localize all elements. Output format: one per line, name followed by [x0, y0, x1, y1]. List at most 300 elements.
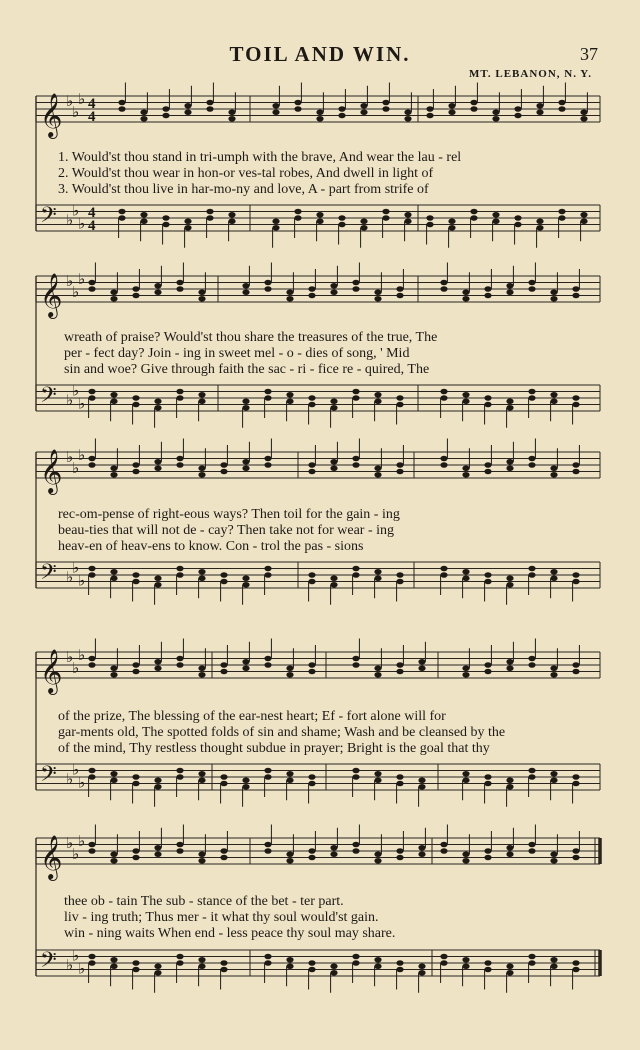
hymn-title: TOIL AND WIN.: [229, 42, 411, 66]
note-head: [88, 662, 95, 668]
note-head: [374, 858, 381, 864]
note-head: [484, 402, 491, 408]
note-head: [462, 398, 469, 404]
note-head: [330, 283, 337, 289]
note-head: [220, 960, 227, 966]
note-head: [506, 777, 513, 783]
note-head: [220, 848, 227, 854]
note-head: [374, 289, 381, 295]
note-head: [396, 579, 403, 585]
note-head: [308, 293, 315, 299]
note-head: [308, 848, 315, 854]
note-head: [396, 395, 403, 401]
note-head: [184, 103, 191, 109]
note-head: [572, 967, 579, 973]
note-head: [316, 109, 323, 115]
note-head: [550, 665, 557, 671]
note-head: [242, 777, 249, 783]
note-head: [154, 963, 161, 969]
lyric-line: heav-en of heav-ens to know. Con - trol the pas - sions: [58, 539, 364, 554]
note-head: [132, 469, 139, 475]
note-head: [572, 286, 579, 292]
note-head: [440, 848, 447, 854]
note-head: [264, 960, 271, 966]
note-head: [550, 777, 557, 783]
note-head: [462, 392, 469, 398]
time-signature-bottom: 4: [88, 218, 96, 234]
note-head: [110, 569, 117, 575]
note-head: [220, 781, 227, 787]
note-head: [110, 472, 117, 478]
note-head: [286, 398, 293, 404]
note-head: [316, 212, 323, 218]
note-head: [308, 669, 315, 675]
note-head: [374, 392, 381, 398]
note-head: [382, 209, 389, 215]
note-head: [294, 106, 301, 112]
note-head: [352, 848, 359, 854]
note-head: [352, 572, 359, 578]
key-signature-flat: ♭: [72, 383, 80, 400]
note-head: [462, 665, 469, 671]
note-head: [580, 116, 587, 122]
key-signature-flat: ♭: [72, 660, 80, 677]
note-head: [396, 286, 403, 292]
note-head: [404, 109, 411, 115]
note-head: [484, 855, 491, 861]
note-head: [220, 669, 227, 675]
note-head: [528, 280, 535, 286]
note-head: [140, 212, 147, 218]
note-head: [176, 280, 183, 286]
note-head: [132, 402, 139, 408]
note-head: [462, 851, 469, 857]
bass-clef: 𝄢: [40, 947, 57, 978]
note-head: [264, 842, 271, 848]
note-head: [528, 389, 535, 395]
note-head: [264, 848, 271, 854]
note-head: [162, 113, 169, 119]
note-head: [316, 218, 323, 224]
note-head: [118, 209, 125, 215]
note-head: [198, 963, 205, 969]
note-head: [462, 569, 469, 575]
bass-clef: 𝄢: [40, 761, 57, 792]
note-head: [176, 566, 183, 572]
note-head: [462, 858, 469, 864]
note-head: [514, 113, 521, 119]
note-head: [264, 954, 271, 960]
key-signature-flat: ♭: [78, 961, 86, 978]
note-head: [272, 103, 279, 109]
note-head: [550, 289, 557, 295]
note-head: [470, 100, 477, 106]
note-head: [88, 286, 95, 292]
key-signature-flat: ♭: [72, 948, 80, 965]
treble-clef: 𝄞: [40, 835, 63, 879]
note-head: [198, 851, 205, 857]
note-head: [536, 218, 543, 224]
note-head: [198, 289, 205, 295]
note-head: [572, 855, 579, 861]
note-head: [264, 572, 271, 578]
note-head: [330, 459, 337, 465]
note-head: [330, 582, 337, 588]
key-signature-flat: ♭: [72, 460, 80, 477]
note-head: [330, 289, 337, 295]
note-head: [88, 280, 95, 286]
note-head: [162, 106, 169, 112]
note-head: [528, 960, 535, 966]
note-head: [396, 662, 403, 668]
time-signature-bottom: 4: [88, 109, 96, 125]
note-head: [382, 215, 389, 221]
note-head: [154, 398, 161, 404]
note-head: [382, 100, 389, 106]
note-head: [572, 848, 579, 854]
note-head: [294, 100, 301, 106]
note-head: [88, 842, 95, 848]
note-head: [506, 582, 513, 588]
note-head: [396, 855, 403, 861]
key-signature-flat: ♭: [78, 833, 86, 850]
note-head: [176, 774, 183, 780]
note-head: [550, 957, 557, 963]
note-head: [184, 225, 191, 231]
lyric-line: 3. Would'st thou live in har-mo-ny and love, A - part from strife of: [58, 182, 429, 197]
note-head: [242, 465, 249, 471]
note-head: [220, 662, 227, 668]
note-head: [352, 566, 359, 572]
note-head: [264, 462, 271, 468]
note-head: [550, 771, 557, 777]
bass-clef: 𝄢: [40, 202, 57, 233]
note-head: [198, 858, 205, 864]
key-signature-flat: ♭: [78, 396, 86, 413]
note-head: [572, 960, 579, 966]
note-head: [140, 109, 147, 115]
note-head: [316, 116, 323, 122]
note-head: [396, 774, 403, 780]
note-head: [484, 469, 491, 475]
note-head: [154, 582, 161, 588]
note-head: [110, 963, 117, 969]
key-signature-flat: ♭: [72, 846, 80, 863]
lyric-line: sin and woe? Give through faith the sac - ri - fice re - quired, The: [64, 362, 430, 377]
note-head: [330, 465, 337, 471]
note-head: [528, 662, 535, 668]
note-head: [88, 774, 95, 780]
note-head: [110, 398, 117, 404]
note-head: [374, 398, 381, 404]
lyric-line: of the prize, The blessing of the ear-nest heart; Ef - fort alone will for: [58, 709, 446, 724]
note-head: [88, 456, 95, 462]
note-head: [514, 106, 521, 112]
note-head: [404, 218, 411, 224]
note-head: [396, 848, 403, 854]
note-head: [242, 582, 249, 588]
note-head: [506, 963, 513, 969]
note-head: [374, 472, 381, 478]
note-head: [132, 848, 139, 854]
note-head: [426, 215, 433, 221]
note-head: [440, 456, 447, 462]
note-head: [132, 293, 139, 299]
note-head: [506, 851, 513, 857]
note-head: [176, 960, 183, 966]
note-head: [448, 218, 455, 224]
note-head: [264, 768, 271, 774]
note-head: [264, 774, 271, 780]
note-head: [550, 851, 557, 857]
note-head: [132, 781, 139, 787]
note-head: [374, 957, 381, 963]
note-head: [132, 286, 139, 292]
note-head: [286, 858, 293, 864]
note-head: [396, 293, 403, 299]
note-head: [242, 459, 249, 465]
note-head: [198, 465, 205, 471]
note-head: [176, 462, 183, 468]
note-head: [198, 472, 205, 478]
note-head: [264, 389, 271, 395]
note-head: [484, 960, 491, 966]
note-head: [220, 967, 227, 973]
note-head: [110, 575, 117, 581]
note-head: [506, 575, 513, 581]
note-head: [462, 672, 469, 678]
note-head: [396, 469, 403, 475]
key-signature-flat: ♭: [78, 775, 86, 792]
note-head: [140, 116, 147, 122]
note-head: [132, 572, 139, 578]
note-head: [132, 662, 139, 668]
note-head: [228, 109, 235, 115]
note-head: [206, 106, 213, 112]
note-head: [550, 858, 557, 864]
lyric-line: wreath of praise? Would'st thou share the treasures of the true, The: [64, 330, 438, 345]
note-head: [88, 389, 95, 395]
key-signature-flat: ♭: [66, 772, 74, 789]
note-head: [110, 465, 117, 471]
note-head: [396, 669, 403, 675]
note-head: [360, 225, 367, 231]
note-head: [374, 296, 381, 302]
note-head: [118, 215, 125, 221]
note-head: [374, 777, 381, 783]
note-head: [176, 395, 183, 401]
note-head: [396, 960, 403, 966]
note-head: [492, 116, 499, 122]
note-head: [462, 296, 469, 302]
note-head: [352, 774, 359, 780]
note-head: [418, 851, 425, 857]
note-head: [580, 109, 587, 115]
note-head: [286, 672, 293, 678]
key-signature-flat: ♭: [66, 393, 74, 410]
note-head: [462, 575, 469, 581]
note-head: [572, 774, 579, 780]
note-head: [374, 851, 381, 857]
note-head: [528, 462, 535, 468]
note-head: [162, 215, 169, 221]
note-head: [572, 293, 579, 299]
note-head: [198, 392, 205, 398]
bass-clef: 𝄢: [40, 559, 57, 590]
note-head: [132, 855, 139, 861]
note-head: [528, 286, 535, 292]
note-head: [330, 963, 337, 969]
treble-clef: 𝄞: [40, 93, 63, 137]
note-head: [264, 280, 271, 286]
note-head: [162, 222, 169, 228]
note-head: [360, 109, 367, 115]
note-head: [558, 106, 565, 112]
note-head: [176, 456, 183, 462]
note-head: [514, 215, 521, 221]
note-head: [528, 656, 535, 662]
note-head: [352, 389, 359, 395]
note-head: [308, 579, 315, 585]
note-head: [484, 662, 491, 668]
note-head: [352, 280, 359, 286]
note-head: [228, 212, 235, 218]
note-head: [374, 963, 381, 969]
note-head: [154, 289, 161, 295]
note-head: [360, 103, 367, 109]
note-head: [448, 103, 455, 109]
note-head: [572, 669, 579, 675]
note-head: [110, 296, 117, 302]
note-head: [154, 851, 161, 857]
note-head: [176, 768, 183, 774]
note-head: [374, 569, 381, 575]
note-head: [572, 395, 579, 401]
note-head: [352, 954, 359, 960]
key-signature-flat: ♭: [72, 203, 80, 220]
note-head: [286, 665, 293, 671]
note-head: [242, 398, 249, 404]
note-head: [176, 842, 183, 848]
lyric-line: thee ob - tain The sub - stance of the bet - ter part.: [64, 894, 344, 909]
note-head: [118, 106, 125, 112]
note-head: [110, 665, 117, 671]
note-head: [352, 456, 359, 462]
note-head: [264, 656, 271, 662]
note-head: [286, 289, 293, 295]
note-head: [118, 100, 125, 106]
note-head: [330, 845, 337, 851]
note-head: [550, 963, 557, 969]
note-head: [132, 774, 139, 780]
note-head: [206, 209, 213, 215]
note-head: [440, 842, 447, 848]
lyric-line: 2. Would'st thou wear in hon-or ves-tal robes, And dwell in light of: [58, 166, 434, 181]
note-head: [528, 848, 535, 854]
note-head: [88, 395, 95, 401]
lyric-line: win - ning waits When end - less peace thy soul may share.: [64, 926, 396, 941]
note-head: [484, 848, 491, 854]
note-head: [558, 100, 565, 106]
note-head: [418, 659, 425, 665]
note-head: [440, 462, 447, 468]
note-head: [536, 109, 543, 115]
note-head: [110, 777, 117, 783]
note-head: [492, 212, 499, 218]
key-signature-flat: ♭: [72, 560, 80, 577]
note-head: [88, 566, 95, 572]
key-signature-flat: ♭: [66, 273, 74, 290]
note-head: [272, 225, 279, 231]
note-head: [528, 572, 535, 578]
note-head: [572, 781, 579, 787]
key-signature-flat: ♭: [72, 104, 80, 121]
note-head: [110, 851, 117, 857]
note-head: [154, 659, 161, 665]
note-head: [484, 967, 491, 973]
note-head: [294, 209, 301, 215]
key-signature-flat: ♭: [66, 449, 74, 466]
note-head: [550, 398, 557, 404]
note-head: [374, 672, 381, 678]
note-head: [154, 784, 161, 790]
note-head: [360, 218, 367, 224]
note-head: [462, 957, 469, 963]
note-head: [206, 100, 213, 106]
note-head: [506, 405, 513, 411]
note-head: [418, 970, 425, 976]
lyric-line: 1. Would'st thou stand in tri-umph with the brave, And wear the lau - rel: [58, 150, 462, 165]
note-head: [506, 665, 513, 671]
note-head: [352, 286, 359, 292]
note-head: [352, 768, 359, 774]
note-head: [462, 289, 469, 295]
note-head: [492, 218, 499, 224]
note-head: [220, 469, 227, 475]
note-head: [550, 575, 557, 581]
note-head: [242, 575, 249, 581]
lyric-line: of the mind, Thy restless thought subdue in prayer; Bright is the goal that thy: [58, 741, 490, 756]
note-head: [308, 469, 315, 475]
note-head: [110, 289, 117, 295]
note-head: [572, 579, 579, 585]
note-head: [506, 283, 513, 289]
note-head: [242, 405, 249, 411]
note-head: [484, 293, 491, 299]
note-head: [484, 286, 491, 292]
note-head: [198, 569, 205, 575]
note-head: [88, 960, 95, 966]
note-head: [470, 106, 477, 112]
note-head: [528, 395, 535, 401]
note-head: [198, 398, 205, 404]
key-signature-flat: ♭: [66, 958, 74, 975]
note-head: [308, 960, 315, 966]
note-head: [198, 771, 205, 777]
note-head: [580, 218, 587, 224]
lyric-line: rec-om-pense of right-eous ways? Then toil for the gain - ing: [58, 507, 400, 522]
note-head: [154, 465, 161, 471]
note-head: [286, 392, 293, 398]
note-head: [154, 283, 161, 289]
note-head: [506, 289, 513, 295]
note-head: [550, 672, 557, 678]
note-head: [404, 212, 411, 218]
note-head: [352, 842, 359, 848]
note-head: [184, 109, 191, 115]
lyric-line: beau-ties that will not de - cay? Then take not for wear - ing: [58, 523, 395, 538]
note-head: [220, 855, 227, 861]
